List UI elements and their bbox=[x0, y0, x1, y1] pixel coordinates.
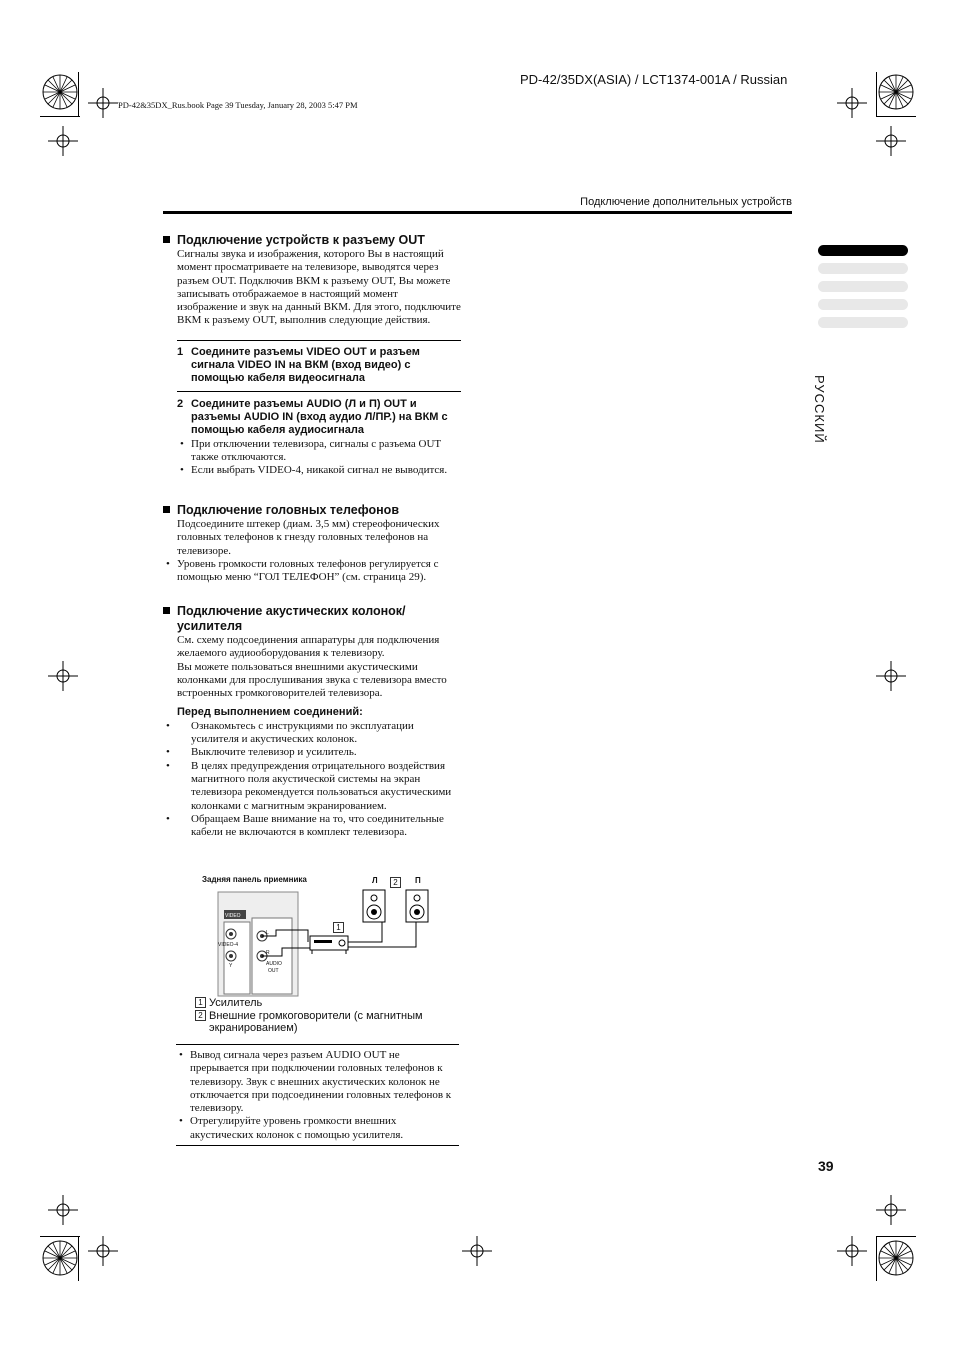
crosshair-mark bbox=[837, 88, 867, 118]
divider bbox=[176, 1044, 459, 1045]
list-item: • Если выбрать VIDEO-4, никакой сигнал не выводится. bbox=[177, 464, 461, 477]
divider bbox=[176, 1145, 459, 1146]
label-left: Л bbox=[372, 876, 378, 885]
registration-mark-bl bbox=[40, 1238, 80, 1278]
crosshair-mark bbox=[48, 1195, 78, 1225]
language-tabs bbox=[818, 245, 908, 335]
list-item: • Уровень громкости головных телефонов регулируется с помощью меню “ГОЛ ТЕЛЕФОН” (см. страница 29). bbox=[163, 558, 461, 585]
section-body: Сигналы звука и изображения, которого Вы в настоящий момент просматриваете на телевизоре, выводятся через разъем OUT. Подключив ВКМ к разъему OUT, Вы можете записывать отображаемое в настоящий момент изображение и звук на данный ВКМ. Для этого, подключите ВКМ к разъему OUT, выполнив следующие действия. bbox=[177, 248, 461, 327]
headphone-notes bbox=[163, 558, 461, 585]
book-info: PD-42&35DX_Rus.book Page 39 Tuesday, January 28, 2003 5:47 PM bbox=[118, 100, 358, 110]
panel-label-y: Y bbox=[229, 963, 233, 969]
registration-mark-tl bbox=[40, 72, 80, 112]
diagram-title: Задняя панель приемника bbox=[202, 875, 307, 884]
list-item: • Вывод сигнала через разъем AUDIO OUT не прерывается при подключении головных телефонов к телевизору. Звук с внешних акустических колонок не отключается при подсоединении головных телефонов к телевизору. bbox=[176, 1049, 459, 1115]
square-bullet-icon bbox=[163, 506, 170, 513]
step-1: 1 Соедините разъемы VIDEO OUT и разъем сигнала VIDEO IN на ВКМ (вход видео) с помощью кабеля видеосигнала bbox=[177, 345, 420, 385]
step-2-notes bbox=[163, 438, 461, 478]
section-headphones bbox=[163, 503, 461, 584]
section-title: Подключение устройств к разъему OUT bbox=[163, 233, 461, 248]
panel-label-video4: VIDEO-4 bbox=[218, 942, 239, 948]
list-item: • В целях предупреждения отрицательного воздействия магнитного поля акустической системы на экран телевизора рекомендуется пользоваться акустическими колонками с магнитным экранированием. bbox=[163, 760, 461, 813]
crosshair-mark bbox=[876, 126, 906, 156]
trim-line bbox=[78, 72, 79, 117]
tab-inactive bbox=[818, 299, 908, 310]
square-bullet-icon bbox=[163, 236, 170, 243]
section-header: Подключение дополнительных устройств bbox=[580, 196, 792, 208]
trim-line bbox=[78, 1236, 79, 1281]
list-item: • Отрегулируйте уровень громкости внешних акустических колонок с помощью усилителя. bbox=[176, 1115, 459, 1142]
subhead-before-connecting: Перед выполнением соединений: bbox=[177, 706, 363, 719]
legend-item: 2 Внешние громкоговорители (с магнитным экранированием) bbox=[195, 1010, 460, 1035]
trim-line bbox=[876, 1236, 877, 1281]
crosshair-mark bbox=[88, 88, 118, 118]
registration-mark-tr bbox=[876, 72, 916, 112]
crosshair-mark bbox=[48, 661, 78, 691]
page-number: 39 bbox=[818, 1158, 834, 1174]
crosshair-mark bbox=[88, 1236, 118, 1266]
legend-item: 1 Усилитель bbox=[195, 997, 460, 1010]
tab-inactive bbox=[818, 317, 908, 328]
diagram-drawing bbox=[196, 872, 466, 1002]
panel-label-r: R bbox=[266, 950, 270, 956]
header-rule bbox=[163, 211, 792, 214]
list-item: • Выключите телевизор и усилитель. bbox=[163, 746, 461, 759]
panel-label-out: OUT bbox=[268, 968, 279, 974]
section-speakers bbox=[163, 604, 461, 839]
section-title: Подключение акустических колонок/ усилителя bbox=[163, 604, 461, 634]
trim-line bbox=[876, 1236, 916, 1237]
crosshair-mark bbox=[876, 661, 906, 691]
crosshair-mark bbox=[462, 1236, 492, 1266]
list-item: • Обращаем Ваше внимание на то, что соединительные кабели не включаются в комплект телевизора. bbox=[163, 813, 461, 840]
callout-2: 2 bbox=[390, 877, 401, 888]
trim-line bbox=[876, 72, 877, 117]
tab-inactive bbox=[818, 263, 908, 274]
notes-list bbox=[176, 1049, 459, 1142]
side-language-label: РУССКИЙ bbox=[812, 375, 827, 444]
registration-mark-br bbox=[876, 1238, 916, 1278]
notes-section bbox=[176, 1049, 459, 1142]
tab-russian-active bbox=[818, 245, 908, 256]
label-right: П bbox=[415, 876, 421, 885]
list-item: • При отключении телевизора, сигналы с разъема OUT также отключаются. bbox=[177, 438, 461, 465]
diagram-legend bbox=[195, 997, 460, 1035]
connection-diagram bbox=[196, 872, 466, 1002]
step-2: 2 Соедините разъемы AUDIO (Л и П) OUT и разъемы AUDIO IN (вход аудио Л/ПР.) на ВКМ с помощью кабеля аудиосигнала bbox=[177, 397, 448, 437]
square-bullet-icon bbox=[163, 607, 170, 614]
list-item: • Ознакомьтесь с инструкциями по эксплуатации усилителя и акустических колонок. bbox=[163, 720, 461, 747]
section-body: Вы можете пользоваться внешними акустическими колонками для прослушивания звука с телевизора вместо встроенных громкоговорителей телевизора. bbox=[177, 660, 447, 700]
trim-line bbox=[40, 1236, 80, 1237]
panel-label-audio: AUDIO bbox=[266, 961, 282, 967]
crosshair-mark bbox=[48, 126, 78, 156]
callout-1: 1 bbox=[333, 922, 344, 933]
precautions-list bbox=[163, 720, 461, 840]
trim-line bbox=[40, 116, 80, 117]
crosshair-mark bbox=[876, 1195, 906, 1225]
tab-inactive bbox=[818, 281, 908, 292]
trim-line bbox=[876, 116, 916, 117]
panel-label-video: VIDEO bbox=[225, 913, 241, 919]
crosshair-mark bbox=[837, 1236, 867, 1266]
section-body: Подсоедините штекер (диам. 3,5 мм) стереофонических головных телефонов к гнезду головных телефонов на телевизоре. bbox=[177, 518, 440, 557]
panel-label-l: L bbox=[266, 930, 269, 936]
document-id: PD-42/35DX(ASIA) / LCT1374-001A / Russian bbox=[520, 72, 788, 87]
section-title: Подключение головных телефонов bbox=[163, 503, 461, 518]
section-body: См. схему подсоединения аппаратуры для подключения желаемого аудиооборудования к телевизору. bbox=[177, 634, 440, 660]
section-out-connection bbox=[163, 233, 461, 477]
